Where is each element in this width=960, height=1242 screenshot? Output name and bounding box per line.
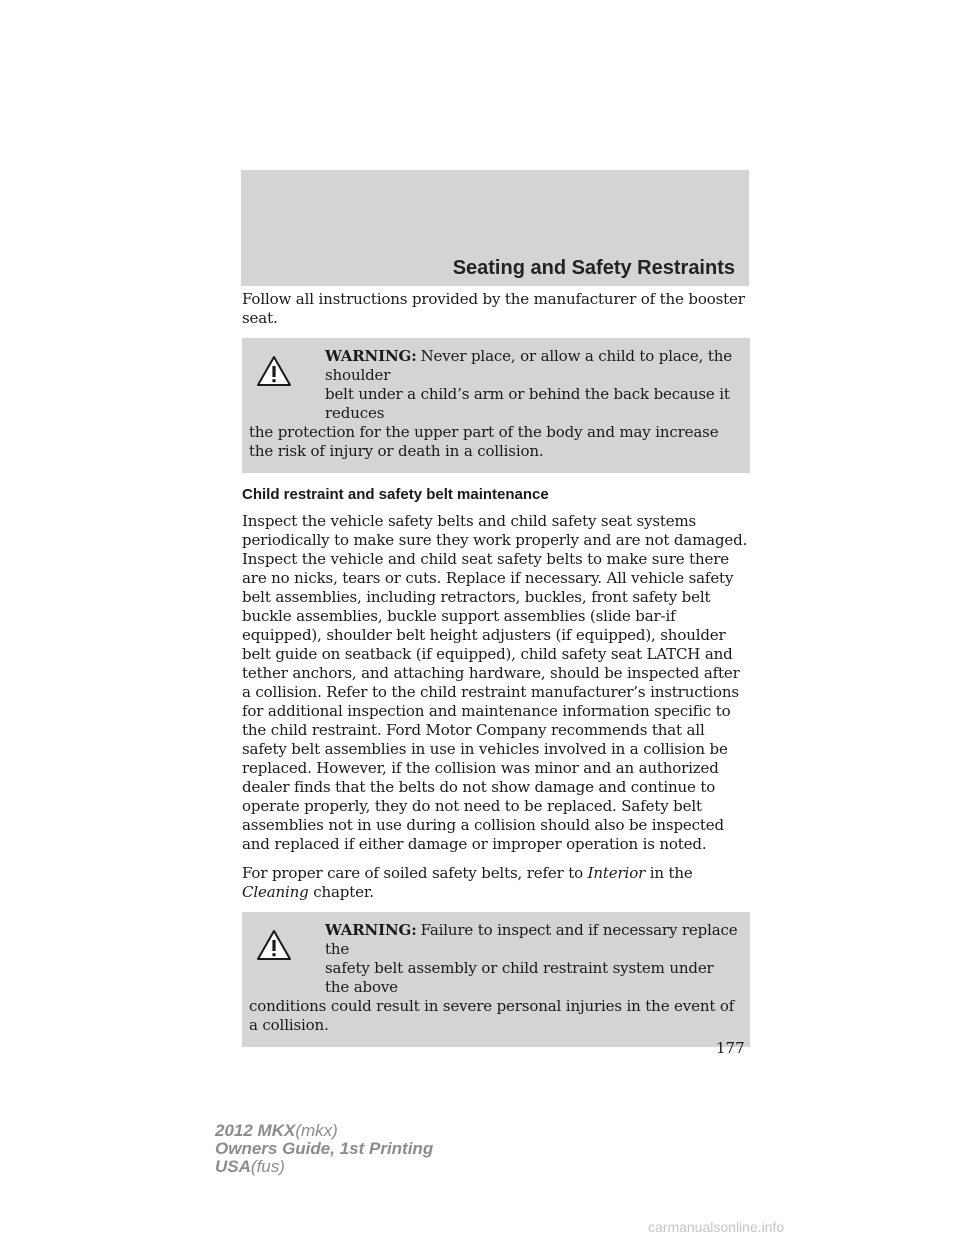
warning-box-2 (242, 912, 750, 1047)
care-ref-cleaning: Cleaning (242, 883, 309, 901)
care-paragraph (242, 864, 750, 902)
warning-1-first-line (249, 347, 742, 385)
intro-paragraph: Follow all instructions provided by the manufacturer of the booster seat. (242, 290, 745, 327)
footer-model: 2012 MKX (215, 1121, 296, 1140)
footer-market: USA (215, 1157, 251, 1176)
care-prefix: For proper care of soiled safety belts, refer to (242, 864, 584, 882)
page-number: 177 (716, 1039, 745, 1057)
print-footer (215, 1122, 433, 1176)
footer-edition: Owners Guide, 1st Printing (215, 1139, 434, 1158)
warning-1-rest: the protection for the upper part of the body and may increase the risk of injury or death in a collision. (249, 423, 719, 460)
section-header-band (241, 170, 749, 286)
care-ref-interior: Interior (587, 864, 646, 882)
warning-2-rest: conditions could result in severe personal injuries in the event of a collision. (249, 997, 735, 1034)
warning-box-1 (242, 338, 750, 473)
warning-label: WARNING: (325, 921, 417, 939)
warning-triangle-icon (256, 929, 292, 961)
page-content (242, 290, 750, 1059)
warning-2-first-line (249, 921, 742, 959)
warning-1-line1: Never place, or allow a child to place, the shoulder (325, 347, 733, 384)
footer-market-code: (fus) (250, 1157, 285, 1176)
care-mid: in the (649, 864, 693, 882)
section-heading: Child restraint and safety belt maintenance (242, 486, 549, 503)
maintenance-paragraph: Inspect the vehicle safety belts and child safety seat systems periodically to make sure they work properly and are not damaged. Inspect the vehicle and child seat safety belts to make sure there are no nicks, tears or cuts. Replace if necessary. All vehicle safety belt assemblies, including retractors, buckles, front safety belt buckle assemblies, buckle support assemblies (slide bar-if equipped), shoulder belt height adjusters (if equipped), shoulder belt guide on seatback (if equipped), child safety seat LATCH and tether anchors, and attaching hardware, should be inspected after a collision. Refer to the child restraint manufacturer’s instructions for additional inspection and maintenance information specific to the child restraint. Ford Motor Company recommends that all safety belt assemblies in use in vehicles involved in a collision be replaced. However, if the collision was minor and an authorized dealer finds that the belts do not show damage and continue to operate properly, they do not need to be replaced. Safety belt assemblies not in use during a collision should also be inspected and replaced if either damage or improper operation is noted. (242, 512, 748, 853)
warning-1-line2: belt under a child’s arm or behind the back because it reduces (325, 385, 730, 422)
watermark: carmanualsonline.info (648, 1219, 785, 1235)
warning-2-line1: Failure to inspect and if necessary replace the (325, 921, 738, 958)
section-title: Seating and Safety Restraints (452, 257, 735, 279)
warning-triangle-icon (256, 355, 292, 387)
footer-model-code: (mkx) (295, 1121, 338, 1140)
care-suffix: chapter. (313, 883, 374, 901)
warning-label: WARNING: (325, 347, 417, 365)
warning-2-line2: safety belt assembly or child restraint system under the above (325, 959, 714, 996)
